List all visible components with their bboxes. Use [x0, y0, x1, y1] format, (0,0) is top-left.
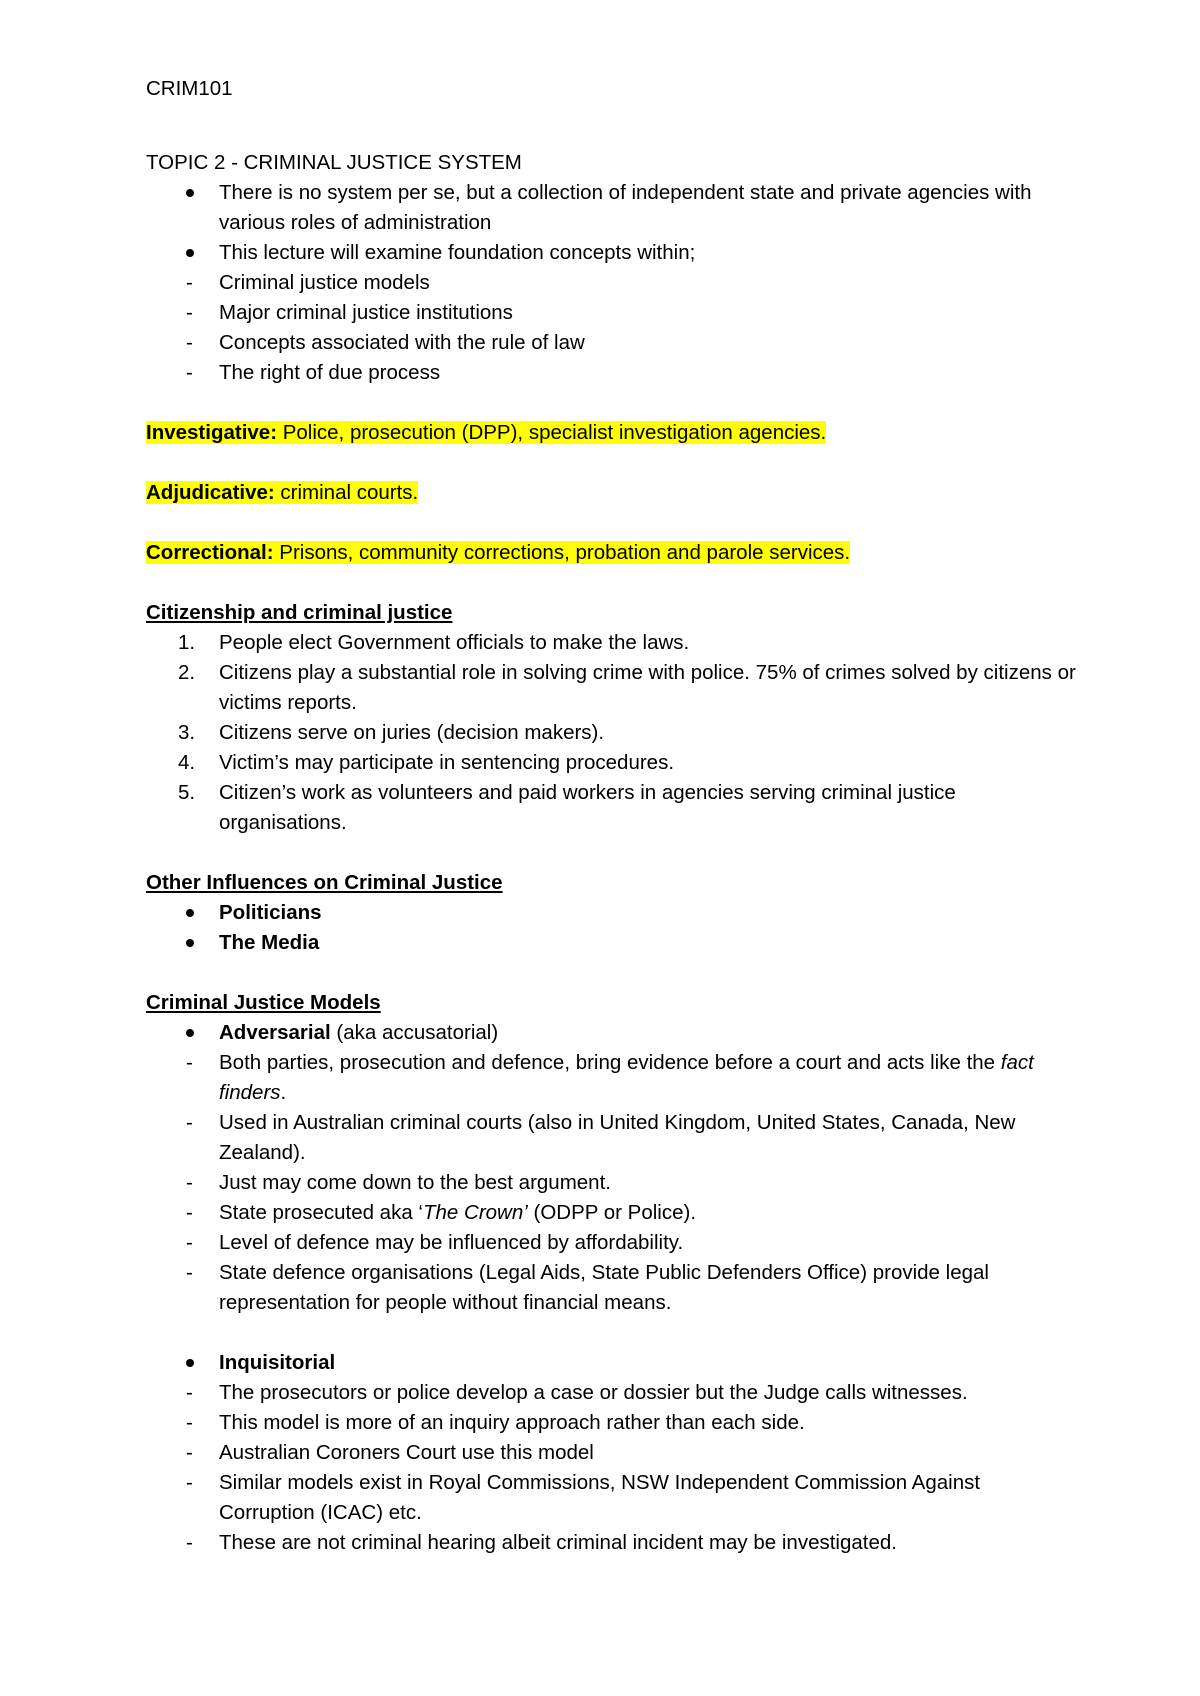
list-item: 3. Citizens serve on juries (decision makers).: [178, 721, 605, 744]
bullet-icon: [186, 1029, 194, 1037]
list-item: - Similar models exist in Royal Commissions, NSW Independent Commission Against Corruption (ICAC) etc.: [186, 1471, 981, 1524]
list-item: 1. People elect Government officials to make the laws.: [178, 631, 690, 654]
list-item: There is no system per se, but a collection of independent state and private agencies with various roles of administration: [146, 178, 1076, 238]
list-item: Politicians: [146, 898, 1076, 928]
list-item: - The prosecutors or police develop a case or dossier but the Judge calls witnesses.: [186, 1381, 968, 1404]
influences-list: [146, 898, 1076, 958]
highlight-investigative: Investigative: Police, prosecution (DPP), specialist investigation agencies.: [146, 421, 827, 444]
citizenship-heading: Citizenship and criminal justice: [146, 601, 453, 624]
inquisitorial-list: [146, 1348, 1076, 1558]
list-item: - State prosecuted aka ‘The Crown’ (ODPP or Police).: [186, 1201, 697, 1224]
list-item: - Major criminal justice institutions: [186, 301, 513, 324]
list-item: The Media: [146, 928, 1076, 958]
list-item: Inquisitorial: [146, 1348, 1076, 1378]
list-item: - State defence organisations (Legal Aids, State Public Defenders Office) provide legal representation for people without financial means.: [186, 1261, 989, 1314]
adversarial-list: [146, 1018, 1076, 1318]
course-code: CRIM101: [146, 77, 233, 100]
highlight-correctional: Correctional: Prisons, community corrections, probation and parole services.: [146, 541, 851, 564]
list-item: - Criminal justice models: [186, 271, 430, 294]
highlight-adjudicative: Adjudicative: criminal courts.: [146, 481, 419, 504]
list-item: 2. Citizens play a substantial role in solving crime with police. 75% of crimes solved by citizens or victims reports.: [178, 661, 1076, 714]
bullet-icon: [186, 189, 194, 197]
list-item: Adversarial (aka accusatorial): [146, 1018, 1076, 1048]
list-item: - These are not criminal hearing albeit criminal incident may be investigated.: [186, 1531, 897, 1554]
list-item: - Both parties, prosecution and defence, bring evidence before a court and acts like the fact finders.: [186, 1051, 1034, 1104]
bullet-icon: [186, 939, 194, 947]
bullet-icon: [186, 249, 194, 257]
list-item: - Concepts associated with the rule of law: [186, 331, 585, 354]
list-item: - Used in Australian criminal courts (also in United Kingdom, United States, Canada, New Zealand).: [186, 1111, 1016, 1164]
document-body: [146, 148, 1076, 1558]
list-item: 5. Citizen’s work as volunteers and paid workers in agencies serving criminal justice organisations.: [178, 781, 956, 834]
intro-bullet-list: [146, 178, 1076, 268]
list-item: - This model is more of an inquiry approach rather than each side.: [186, 1411, 805, 1434]
list-item: - Australian Coroners Court use this model: [186, 1441, 594, 1464]
list-item: - Just may come down to the best argument.: [186, 1171, 611, 1194]
bullet-icon: [186, 1359, 194, 1367]
list-item: - The right of due process: [186, 361, 441, 384]
citizenship-list: [146, 628, 1076, 838]
bullet-icon: [186, 909, 194, 917]
list-item: 4. Victim’s may participate in sentencing procedures.: [178, 751, 675, 774]
topic-title: TOPIC 2 - CRIMINAL JUSTICE SYSTEM: [146, 151, 522, 174]
list-item: - Level of defence may be influenced by affordability.: [186, 1231, 684, 1254]
influences-heading: Other Influences on Criminal Justice: [146, 871, 503, 894]
intro-dash-list: [146, 268, 1076, 388]
models-heading: Criminal Justice Models: [146, 991, 381, 1014]
list-item: This lecture will examine foundation concepts within;: [146, 238, 1076, 268]
